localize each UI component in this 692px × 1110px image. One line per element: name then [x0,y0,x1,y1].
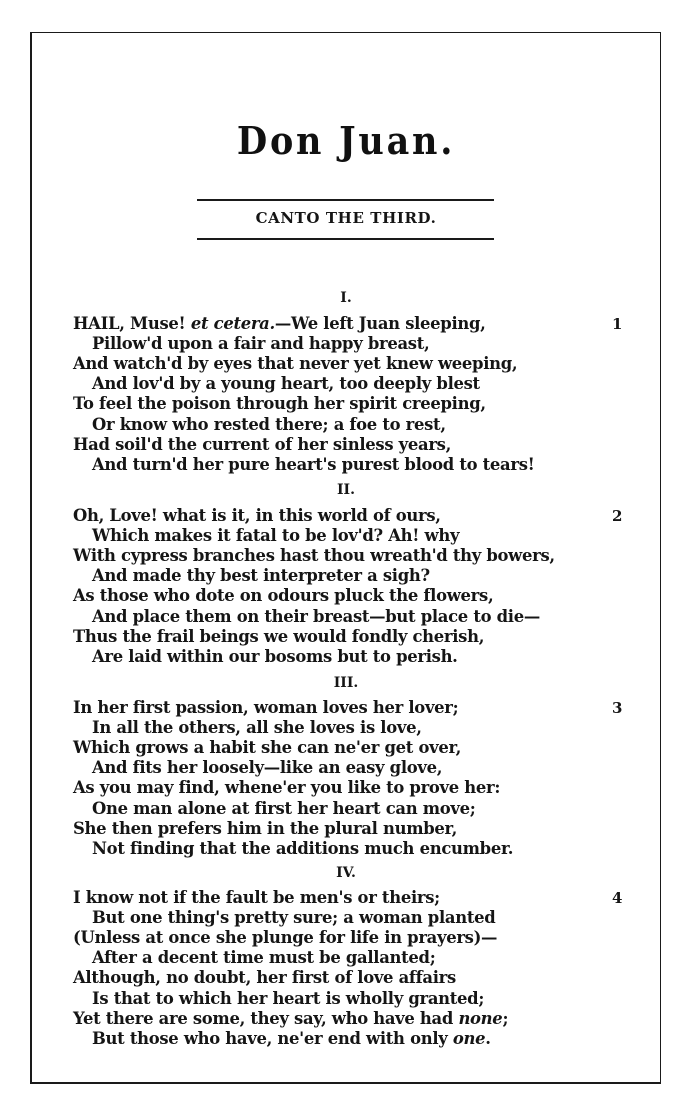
verse-line [73,354,517,374]
verse-segment: In her first passion, woman loves her lover; [73,698,459,717]
verse-segment: But one thing's pretty sure; a woman planted [92,908,496,928]
verse-line [92,566,430,586]
verse-line [73,778,500,798]
stanza-number: 2 [612,507,623,525]
verse-line [73,698,458,718]
verse-segment: (Unless at once she plunge for life in prayers)— [73,928,498,948]
verse-segment: I know not if the fault be men's or theirs; [73,888,440,907]
verse-segment: . [485,1028,491,1048]
verse-segment: Oh, Love! what is it, in this world of ours, [73,506,441,525]
verse-line [73,506,441,526]
verse-line [73,819,457,839]
stanza-number: 4 [612,889,623,907]
verse-line [92,839,513,859]
verse-segment: Which makes it fatal to be lov'd? Ah! why [92,526,460,546]
verse-line [92,758,442,778]
verse-segment: As those who dote on odours pluck the flowers, [73,586,494,606]
verse-segment: After a decent time must be gallanted; [92,948,436,968]
verse-segment: HAIL, Muse! [73,314,191,333]
verse-segment: —We left Juan sleeping, [274,314,486,333]
verse-line [73,435,451,455]
heading-rule-bottom [197,238,494,240]
verse-segment: To feel the poison through her spirit creeping, [73,394,486,414]
verse-segment: none [458,1008,503,1028]
verse-line [73,968,456,988]
verse-segment: Or know who rested there; a foe to rest, [92,414,446,434]
verse-line [92,334,429,354]
verse-line [73,586,493,606]
verse-segment: Although, no doubt, her first of love affairs [73,968,456,988]
verse-line [73,314,486,334]
verse-segment: Is that to which her heart is wholly granted; [92,988,485,1008]
verse-segment: And fits her loosely—like an easy glove, [92,758,443,778]
heading-rule-top [197,199,494,201]
stanza-number: 1 [612,315,623,333]
stanza-numeral: IV. [336,865,356,881]
verse-segment: Not finding that the additions much encumber. [92,838,514,858]
stanza-number: 3 [612,699,623,717]
verse-line [92,526,459,546]
verse-segment: Thus the frail beings we would fondly cherish, [73,626,485,646]
verse-line [92,718,422,738]
canto-heading: CANTO THE THIRD. [255,209,437,227]
verse-line [92,948,435,968]
verse-segment: With cypress branches hast thou wreath'd thy bowers, [73,546,555,566]
verse-segment: Had soil'd the current of her sinless years, [73,434,451,454]
verse-line [92,1029,491,1049]
stanza-numeral: III. [333,675,359,691]
verse-line [92,908,495,928]
verse-segment: As you may find, whene'er you like to prove her: [73,778,501,798]
verse-line [73,888,440,908]
verse-segment: In all the others, all she loves is love, [92,718,422,738]
verse-segment: ; [502,1008,509,1028]
verse-segment: She then prefers him in the plural number, [73,818,458,838]
stanza-numeral: I. [340,290,352,306]
verse-line [92,799,476,819]
verse-segment: Which grows a habit she can ne'er get over, [73,738,461,758]
verse-line [73,394,486,414]
verse-segment: Are laid within our bosoms but to perish. [92,646,458,666]
verse-line [73,627,484,647]
verse-line [92,647,458,667]
verse-segment: And watch'd by eyes that never yet knew weeping, [73,354,518,374]
verse-line [92,607,540,627]
verse-line [92,455,535,475]
verse-segment: And lov'd by a young heart, too deeply blest [92,374,480,394]
verse-segment: And turn'd her pure heart's purest blood to tears! [92,454,535,474]
verse-line [73,1009,508,1029]
poem-title: Don Juan. [236,118,456,163]
verse-line [73,546,555,566]
verse-segment: Yet there are some, they say, who have had [73,1008,459,1028]
verse-line [92,374,480,394]
verse-line [92,989,484,1009]
verse-segment: one [452,1028,486,1048]
verse-line [73,738,461,758]
verse-segment: Pillow'd upon a fair and happy breast, [92,334,430,354]
stanza-numeral: II. [337,482,355,498]
verse-segment: And made thy best interpreter a sigh? [92,566,430,586]
verse-segment: One man alone at first her heart can move; [92,798,476,818]
verse-line [73,928,497,948]
verse-segment: And place them on their breast—but place to die— [92,606,540,626]
verse-line [92,415,446,435]
verse-segment: et cetera. [190,314,275,333]
verse-segment: But those who have, ne'er end with only [92,1028,453,1048]
